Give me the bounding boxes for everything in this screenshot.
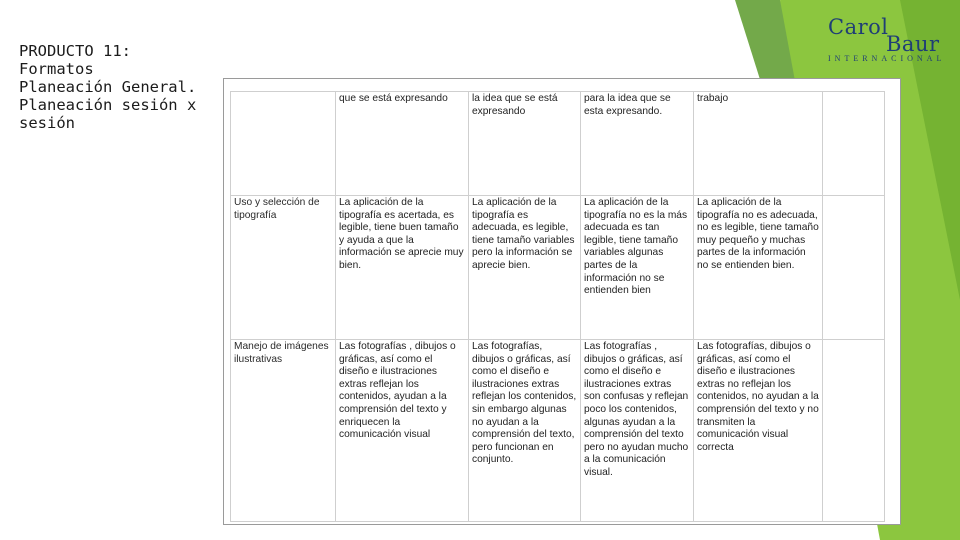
rubric-cell	[823, 196, 885, 340]
logo-text-baur: Baur	[886, 32, 940, 56]
rubric-cell: Las fotografías , dibujos o gráficas, así como el diseño e ilustraciones extras reflejan los contenidos, ayudan a la comprensión del texto y enriquecen la comunicación visual	[336, 340, 469, 522]
logo-text-carol: Carol	[828, 15, 889, 39]
rubric-cell: para la idea que se esta expresando.	[581, 92, 694, 196]
table-row	[231, 92, 885, 196]
rubric-cell: La aplicación de la tipografía no es adecuada, no es legible, tiene tamaño muy pequeño y muchas partes de la información no se entienden bien.	[694, 196, 823, 340]
rubric-cell	[823, 92, 885, 196]
table-row	[231, 196, 885, 340]
criterion-cell: Manejo de imágenes ilustrativas	[231, 340, 336, 522]
rubric-cell: La aplicación de la tipografía es acertada, es legible, tiene buen tamaño y ayuda a que la información se aprecie muy bien.	[336, 196, 469, 340]
table-row	[231, 340, 885, 522]
rubric-cell: que se está expresando	[336, 92, 469, 196]
carol-baur-logo	[826, 14, 952, 66]
title-line: sesión	[19, 114, 75, 132]
slide-title	[19, 42, 219, 132]
rubric-cell: Las fotografías, dibujos o gráficas, así como el diseño e ilustraciones extras reflejan los contenidos, sin embargo algunas no ayudan a la comprensión del texto, pero funcionan en conjunto.	[469, 340, 581, 522]
title-line: Formatos	[19, 60, 94, 78]
title-line: PRODUCTO 11:	[19, 42, 131, 60]
rubric-cell: La aplicación de la tipografía es adecuada, es legible, tiene tamaño variables pero la información se aprecie bien.	[469, 196, 581, 340]
rubric-cell: trabajo	[694, 92, 823, 196]
rubric-table	[230, 91, 885, 522]
rubric-cell: La aplicación de la tipografía no es la más adecuada es tan legible, tiene tamaño variables algunas partes de la información no se entienden bien	[581, 196, 694, 340]
title-line: Planeación sesión x	[19, 96, 197, 114]
rubric-cell: Las fotografías , dibujos o gráficas, así como el diseño e ilustraciones extras son confusas y reflejan poco los contenidos, algunas ayudan a la comprensión del texto pero no ayudan mucho a la comunicación visual.	[581, 340, 694, 522]
criterion-cell	[231, 92, 336, 196]
criterion-cell: Uso y selección de tipografía	[231, 196, 336, 340]
logo-subtitle: INTERNACIONAL	[828, 54, 946, 63]
rubric-cell: la idea que se está expresando	[469, 92, 581, 196]
rubric-image-frame	[223, 78, 901, 525]
rubric-cell	[823, 340, 885, 522]
rubric-cell: Las fotografías, dibujos o gráficas, así como el diseño e ilustraciones extras no reflejan los contenidos, no ayudan a la comprensión del texto y no transmiten la comunicación visual correcta	[694, 340, 823, 522]
title-line: Planeación General.	[19, 78, 197, 96]
